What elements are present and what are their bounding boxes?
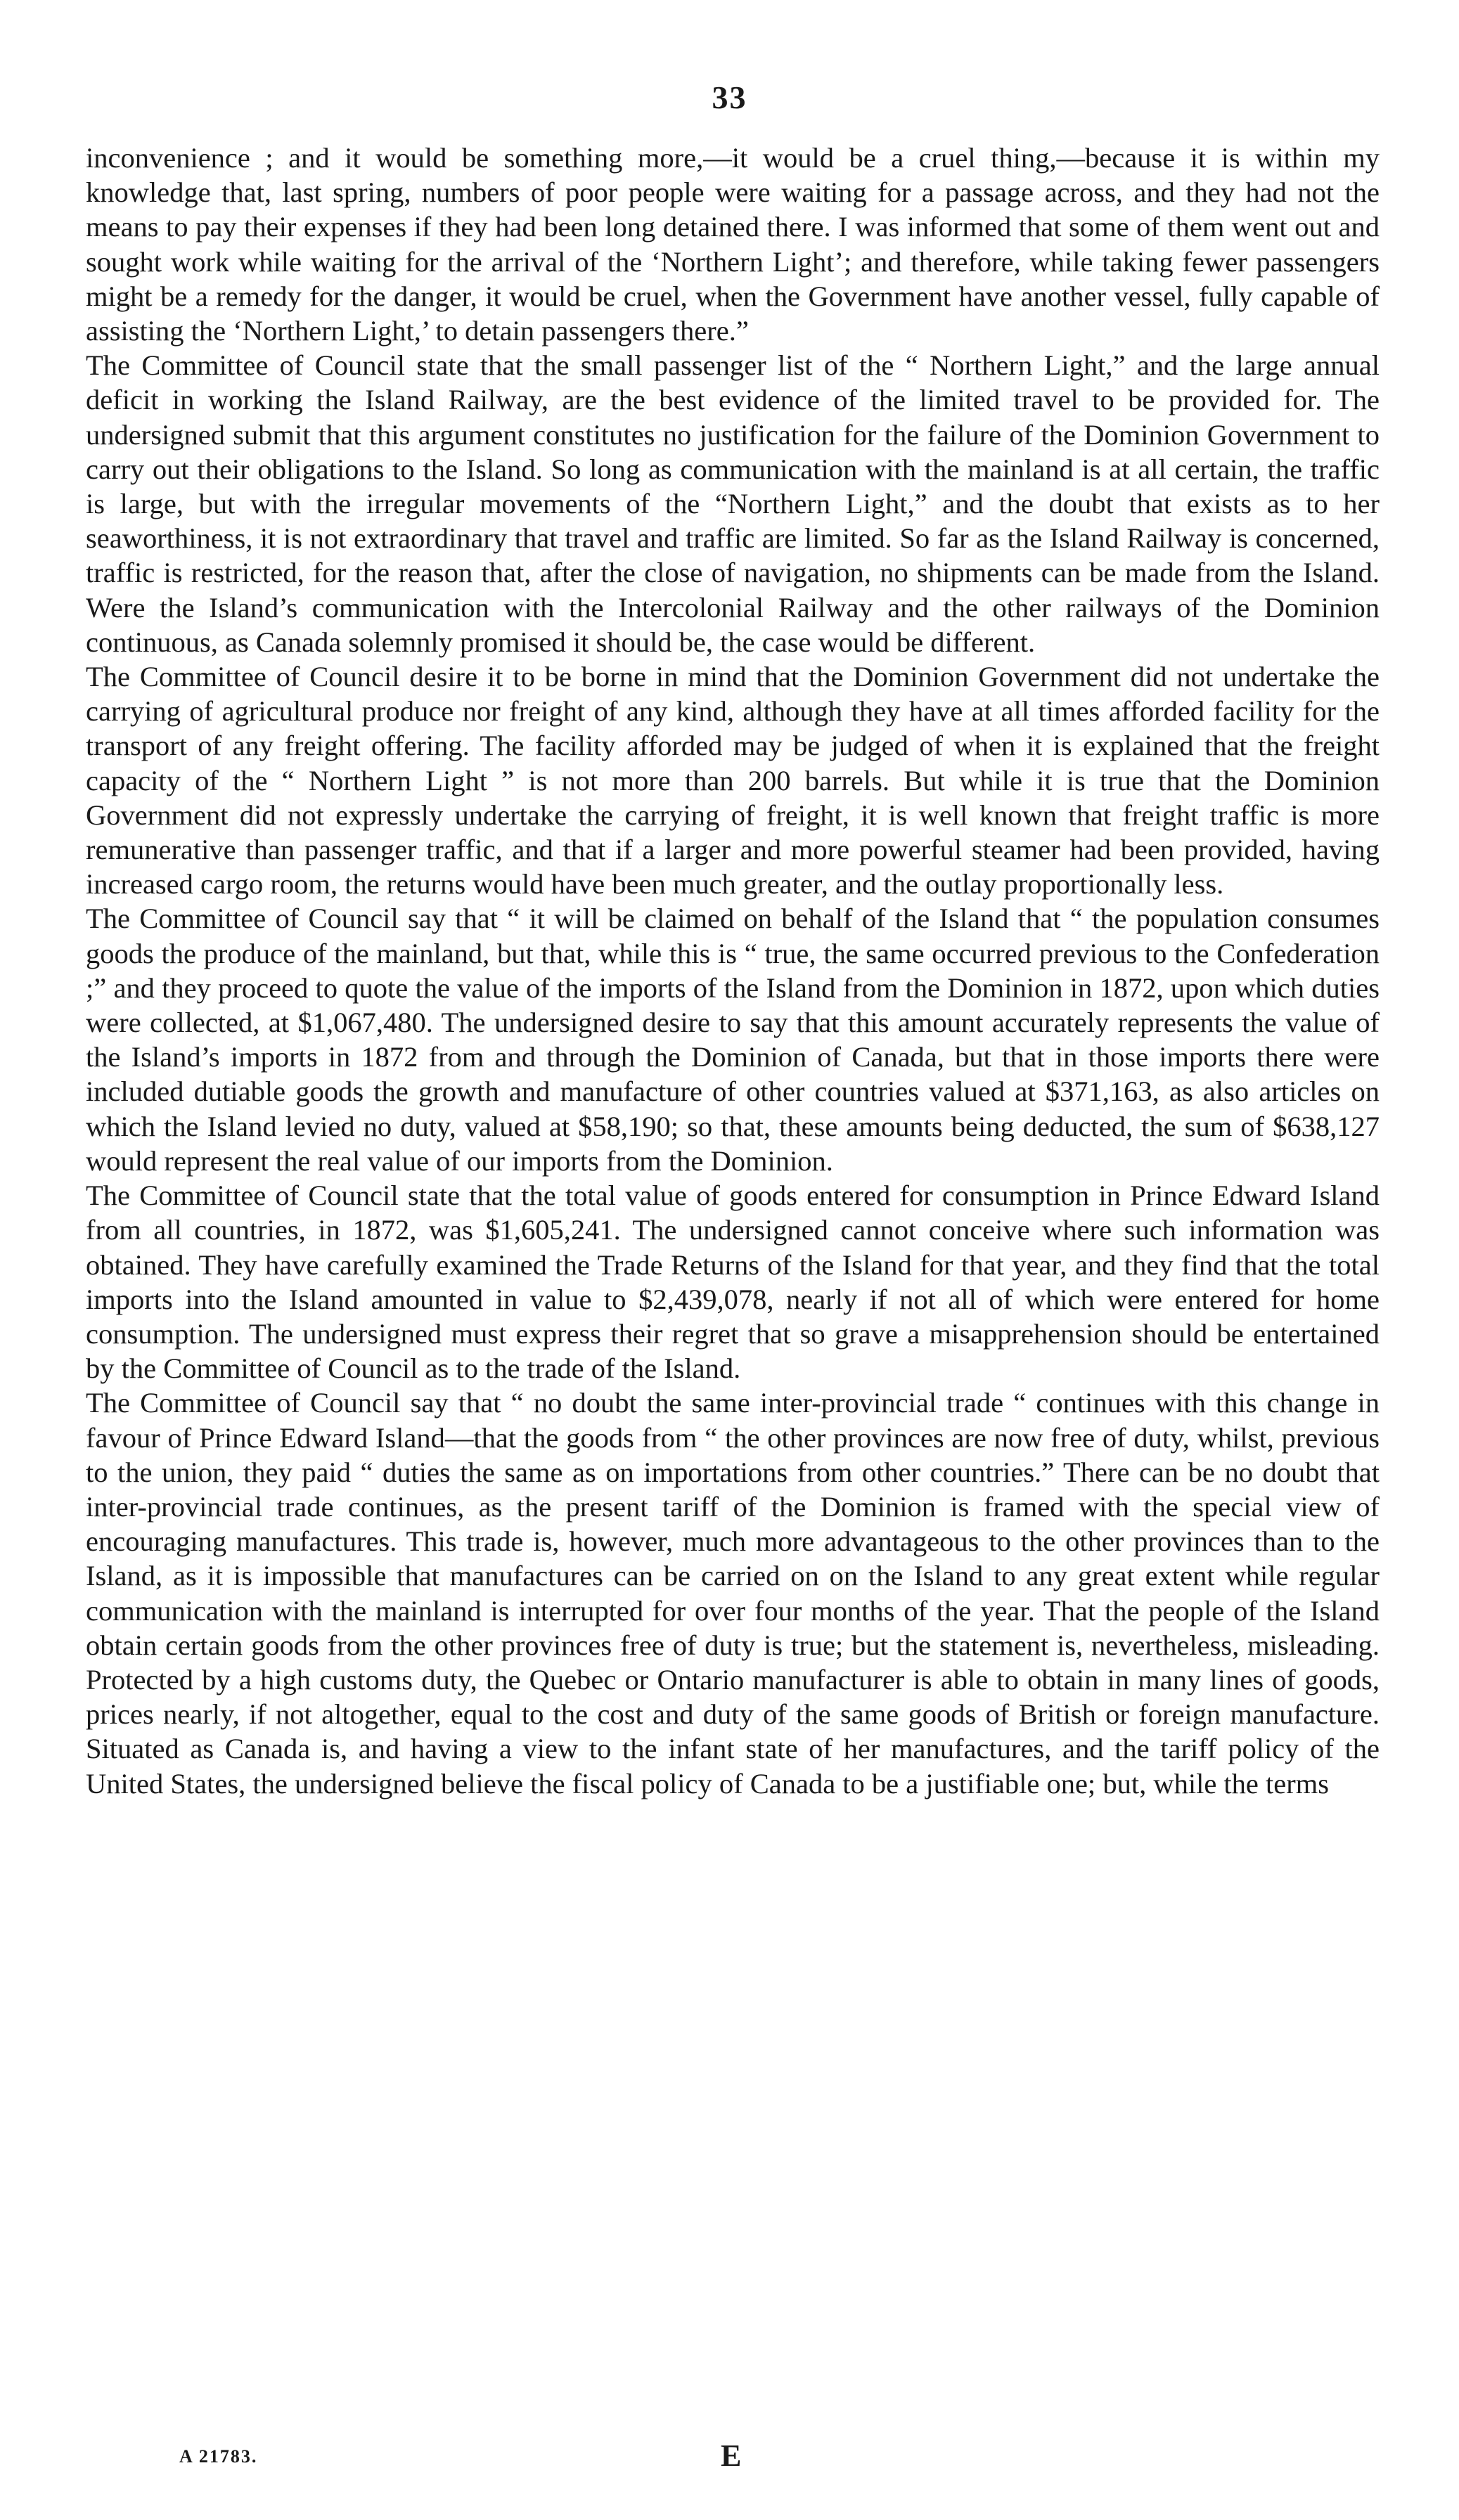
paragraph-freight: The Committee of Council desire it to be borne in mind that the Dominion Government did not undertake the carrying of agricultural produce nor freight of any kind, although they have at all times afforded facility for the transport of any freight offering. The facility afforded may be judged of when it is explained that the freight capacity of the “ Northern Light ” is not more than 200 barrels. But while it is true that the Dominion Government did not expressly undertake the carrying of freight, it is well known that freight traffic is more remunerative than passenger traffic, and that if a larger and more powerful steamer had been provided, having increased cargo room, the returns would have been much greater, and the outlay proportionally less. bbox=[86, 661, 1380, 900]
page-number: 33 bbox=[712, 79, 747, 115]
page-footer bbox=[0, 2438, 1459, 2480]
paragraph-continuation: inconvenience ; and it would be something more,—it would be a cruel thing,—because it is within my knowledge that, last spring, numbers of poor people were waiting for a passage across, and they had not the means to pay their expenses if they had been long detained there. I was informed that some of them went out and sought work while waiting for the arrival of the ‘Northern Light’; and therefore, while taking fewer passengers might be a remedy for the danger, it would be cruel, when the Government have another vessel, fully capable of assisting the ‘Northern Light,’ to detain passengers there.” bbox=[86, 142, 1380, 347]
paragraph-passenger-list: The Committee of Council state that the small passenger list of the “ Northern Light,” and the large annual deficit in working the Island Railway, are the best evidence of the limited travel to be provided for. The undersigned submit that this argument constitutes no justification for the failure of the Dominion Government to carry out their obligations to the Island. So long as communication with the mainland is at all certain, the traffic is large, but with the irregular movements of the “Northern Light,” and the doubt that exists as to her seaworthiness, it is not extraordinary that travel and traffic are limited. So far as the Island Railway is concerned, traffic is restricted, for the reason that, after the close of navigation, no shipments can be made from the Island. Were the Island’s communication with the Intercolonial Railway and the other railways of the Dominion continuous, as Canada solemnly promised it should be, the case would be different. bbox=[86, 349, 1380, 658]
paragraph-inter-provincial-trade: The Committee of Council say that “ no doubt the same inter-provincial trade “ continues with this change in favour of Prince Edward Island—that the goods from “ the other provinces are now free of duty, whilst, previous to the union, they paid “ duties the same as on importations from other countries.” There can be no doubt that inter-provincial trade continues, as the present tariff of the Dominion is framed with the special view of encouraging manufactures. This trade is, however, much more advantageous to the other provinces than to the Island, as it is impossible that manufactures can be carried on on the Island to any great extent while regular communication with the mainland is interrupted for over four months of the year. That the people of the Island obtain certain goods from the other provinces free of duty is true; but the statement is, nevertheless, misleading. Protected by a high customs duty, the Quebec or Ontario manufacturer is able to obtain in many lines of goods, prices nearly, if not altogether, equal to the cost and duty of the same goods of British or foreign manufacture. Situated as Canada is, and having a view to the infant state of her manufactures, and the tariff policy of the United States, the undersigned believe the fiscal policy of Canada to be a justifiable one; but, while the terms bbox=[86, 1387, 1380, 1799]
body-text bbox=[86, 141, 1380, 1801]
footer-reference: A 21783. bbox=[179, 2446, 258, 2467]
paragraph-imports: The Committee of Council say that “ it will be claimed on behalf of the Island that “ the population consumes goods the produce of the mainland, but that, while this is “ true, the same occurred previous to the Confederation ;” and they proceed to quote the value of the imports of the Island from the Dominion in 1872, upon which duties were collected, at $1,067,480. The undersigned desire to say that this amount accurately represents the value of the Island’s imports in 1872 from and through the Dominion of Canada, but that in those imports there were included dutiable goods the growth and manufacture of other countries valued at $371,163, as also articles on which the Island levied no duty, valued at $58,190; so that, these amounts being deducted, the sum of $638,127 would represent the real value of our imports from the Dominion. bbox=[86, 903, 1380, 1177]
paragraph-total-value: The Committee of Council state that the total value of goods entered for consumption in Prince Edward Island from all countries, in 1872, was $1,605,241. The undersigned cannot conceive where such information was obtained. They have carefully examined the Trade Returns of the Island for that year, and they find that the total imports into the Island amounted in value to $2,439,078, nearly if not all of which were entered for home consumption. The undersigned must express their regret that so grave a misapprehension should be entertained by the Committee of Council as to the trade of the Island. bbox=[86, 1180, 1380, 1385]
signature-mark: E bbox=[721, 2438, 742, 2473]
